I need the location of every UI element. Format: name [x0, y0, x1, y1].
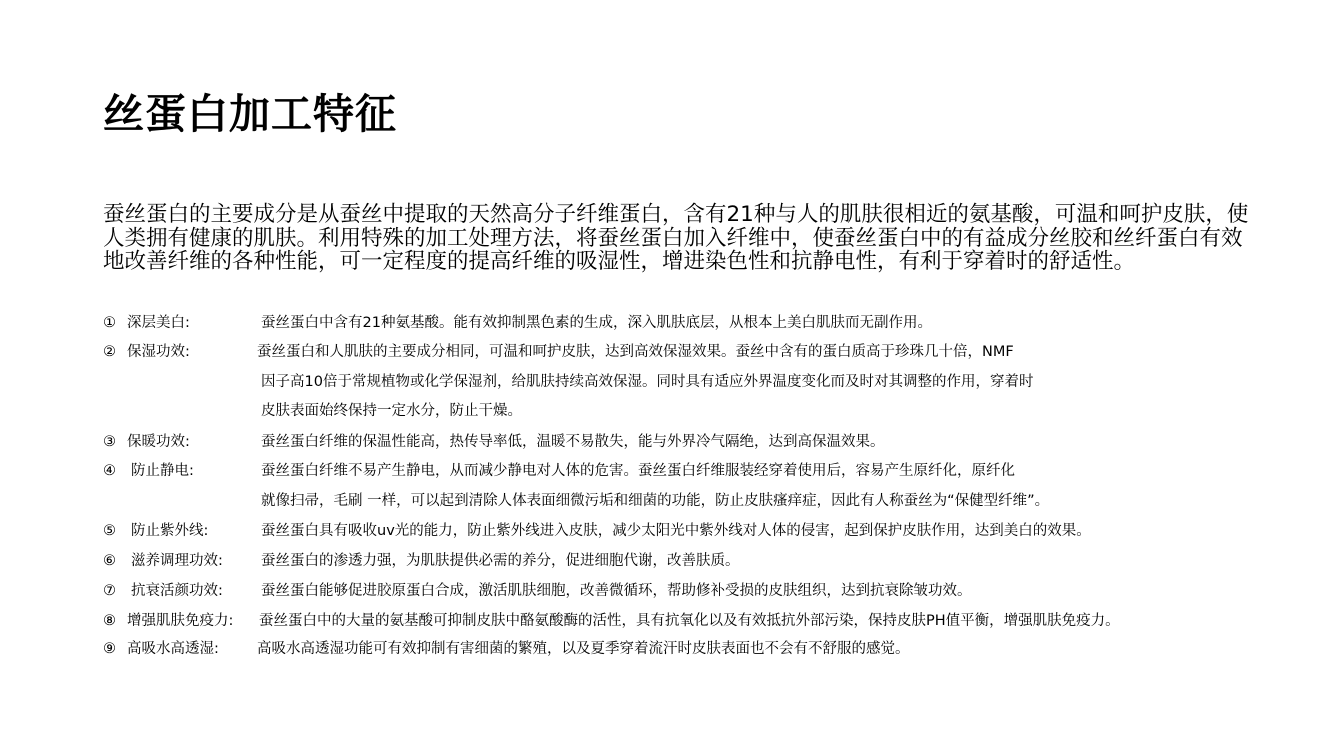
item-description: 蚕丝蛋白和人肌肤的主要成分相同，可温和呵护皮肤，达到高效保湿效果。蚕丝中含有的蛋白质高于珍珠几十倍，NMF	[257, 344, 1014, 360]
item-number: ④	[103, 463, 116, 479]
item-description: 蚕丝蛋白中含有21种氨基酸。能有效抑制黑色素的生成，深入肌肤底层，从根本上美白肌肤而无副作用。	[261, 315, 932, 331]
item-label: 增强肌肤免疫力:	[127, 613, 234, 629]
list-item	[0, 610, 1334, 632]
item-description: 蚕丝蛋白纤维不易产生静电，从而减少静电对人体的危害。蚕丝蛋白纤维服装经穿着使用后，容易产生原纤化，原纤化	[261, 463, 1015, 479]
item-label: 保湿功效:	[127, 344, 190, 360]
item-description: 皮肤表面始终保持一定水分，防止干燥。	[261, 403, 522, 419]
list-item-continuation	[0, 371, 1334, 393]
item-label: 保暖功效:	[127, 434, 190, 450]
item-description: 就像扫帚，毛刷 一样，可以起到清除人体表面细微污垢和细菌的功能，防止皮肤瘙痒症，因此有人称蚕丝为“保健型纤维”。	[261, 493, 1050, 509]
page-title: 丝蛋白加工特征	[103, 90, 397, 138]
item-number: ⑨	[103, 641, 116, 657]
list-item-continuation	[0, 400, 1334, 422]
item-description: 因子高10倍于常规植物或化学保湿剂，给肌肤持续高效保湿。同时具有适应外界温度变化而及时对其调整的作用，穿着时	[261, 374, 1034, 390]
item-description: 蚕丝蛋白纤维的保温性能高，热传导率低，温暖不易散失，能与外界冷气隔绝，达到高保温效果。	[261, 434, 885, 450]
list-item-continuation	[0, 490, 1334, 512]
item-label: 滋养调理功效:	[131, 553, 223, 569]
item-label: 抗衰活颜功效:	[131, 583, 223, 599]
item-number: ⑦	[103, 583, 116, 599]
list-item	[0, 638, 1334, 660]
item-description: 蚕丝蛋白的渗透力强，为肌肤提供必需的养分，促进细胞代谢，改善肤质。	[261, 553, 740, 569]
intro-paragraph: 蚕丝蛋白的主要成分是从蚕丝中提取的天然高分子纤维蛋白，含有21种与人的肌肤很相近的氨基酸，可温和呵护皮肤，使人类拥有健康的肌肤。利用特殊的加工处理方法，将蚕丝蛋白加入纤维中，使蚕丝蛋白中的有益成分丝胶和丝纤蛋白有效地改善纤维的各种性能，可一定程度的提高纤维的吸湿性，增进染色性和抗静电性，有利于穿着时的舒适性。	[103, 202, 1249, 274]
item-description: 蚕丝蛋白中的大量的氨基酸可抑制皮肤中酪氨酸酶的活性，具有抗氧化以及有效抵抗外部污染，保持皮肤PH值平衡，增强肌肤免疫力。	[259, 613, 1120, 629]
item-label: 深层美白:	[127, 315, 190, 331]
list-item	[0, 431, 1334, 453]
item-number: ①	[103, 315, 116, 331]
item-description: 高吸水高透湿功能可有效抑制有害细菌的繁殖，以及夏季穿着流汗时皮肤表面也不会有不舒服的感觉。	[257, 641, 910, 657]
item-number: ⑧	[103, 613, 116, 629]
item-number: ②	[103, 344, 116, 360]
item-label: 防止紫外线:	[131, 523, 209, 539]
list-item	[0, 550, 1334, 572]
list-item	[0, 341, 1334, 363]
item-label: 高吸水高透湿:	[127, 641, 219, 657]
list-item	[0, 580, 1334, 602]
item-number: ③	[103, 434, 116, 450]
item-description: 蚕丝蛋白具有吸收uv光的能力，防止紫外线进入皮肤，减少太阳光中紫外线对人体的侵害，起到保护皮肤作用，达到美白的效果。	[261, 523, 1091, 539]
list-item	[0, 460, 1334, 482]
item-description: 蚕丝蛋白能够促进胶原蛋白合成，激活肌肤细胞，改善微循环，帮助修补受损的皮肤组织，达到抗衰除皱功效。	[261, 583, 972, 599]
list-item	[0, 312, 1334, 334]
item-number: ⑤	[103, 523, 116, 539]
item-number: ⑥	[103, 553, 116, 569]
list-item	[0, 520, 1334, 542]
item-label: 防止静电:	[131, 463, 194, 479]
